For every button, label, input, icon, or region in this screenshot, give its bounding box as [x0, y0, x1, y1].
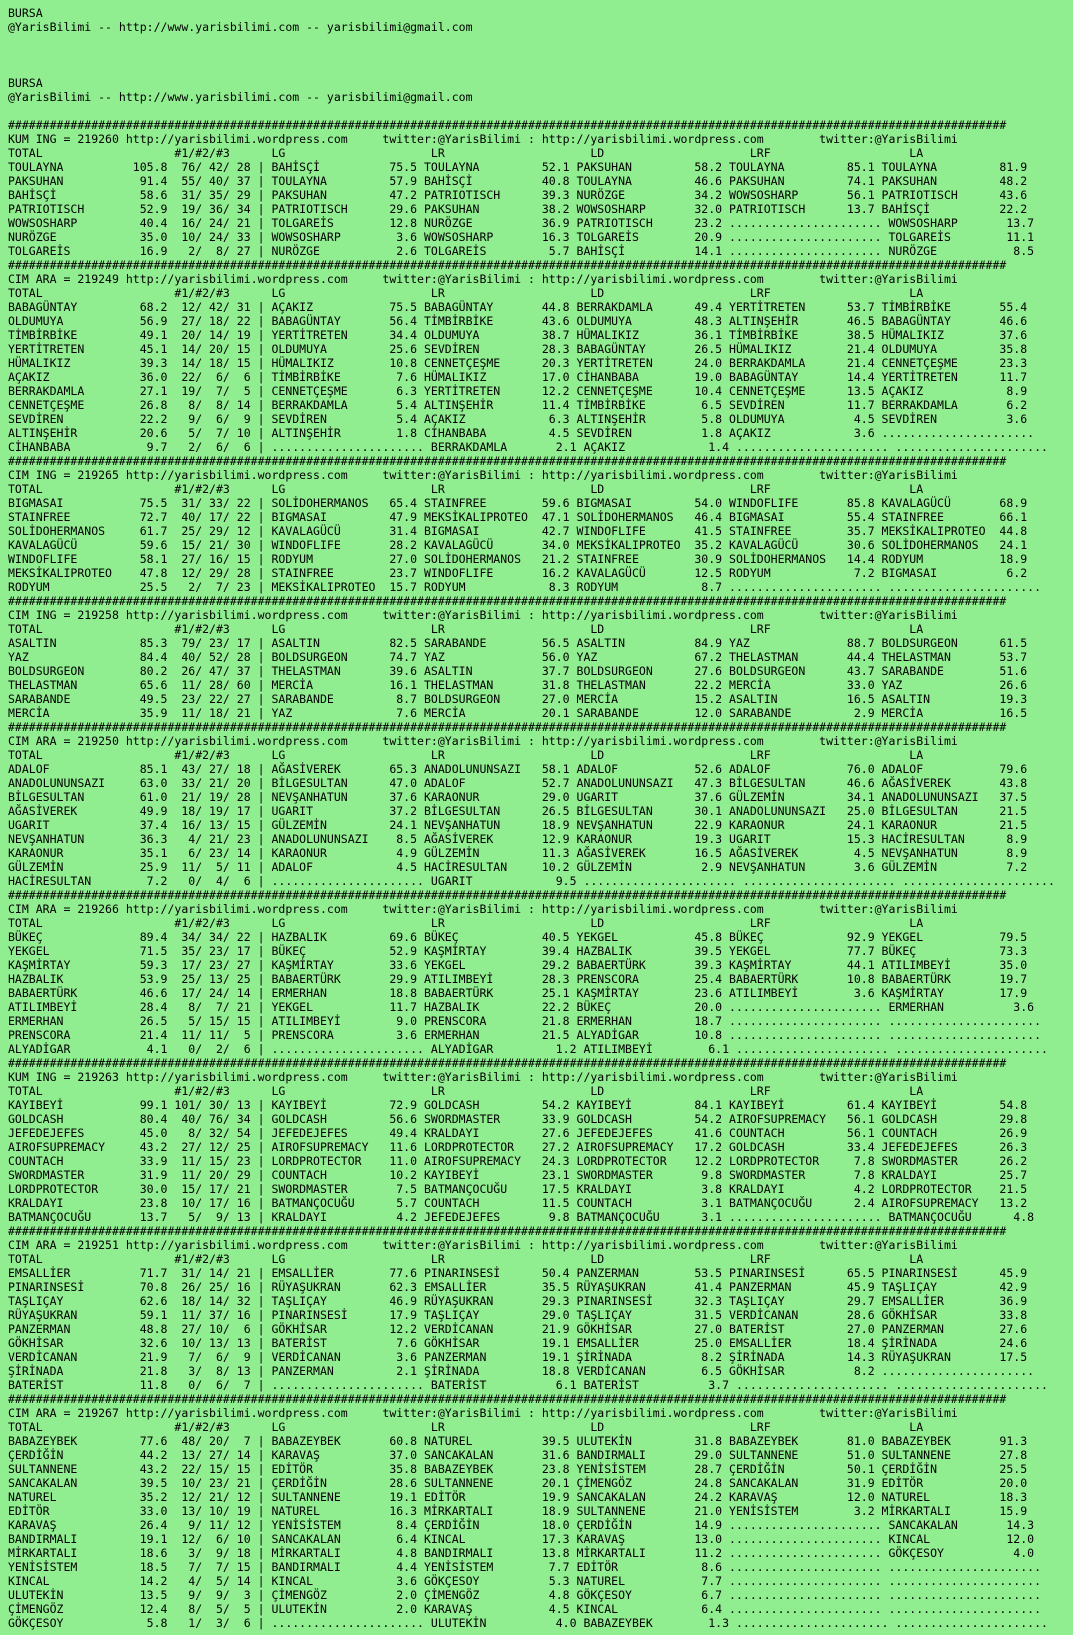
race-header: CIM ARA = 219266 http://yarisbilimi.wordpress.com twitter:@YarisBilimi : http://yarisbilimi.wordpress.com twitter:@YarisBilimi	[8, 902, 958, 916]
horse-row: PAKSUHAN 91.4 55/ 40/ 37 | TOULAYNA 57.9 BAHİSÇİ 40.8 TOULAYNA 46.6 PAKSUHAN 74.1 PAKSUHAN 48.2	[8, 174, 1028, 188]
horse-row: HACİRESULTAN 7.2 0/ 4/ 6 | ...................... UGARIT 9.5 ...................... ...................... ......................	[8, 874, 1055, 888]
horse-row: NURÖZGE 35.0 10/ 24/ 33 | WOWSOSHARP 3.6 WOWSOSHARP 16.3 TOLGAREİS 20.9 ...................... TOLGAREİS 11.1	[8, 230, 1035, 244]
horse-row: YENİSİSTEM 18.5 7/ 7/ 15 | BANDIRMALI 4.4 YENİSİSTEM 7.7 EDİTÖR 8.6 ...................... ......................	[8, 1560, 1042, 1574]
horse-row: BABAZEYBEK 77.6 48/ 20/ 7 | BABAZEYBEK 60.8 NATUREL 39.5 ULUTEKİN 31.8 BABAZEYBEK 81.0 BABAZEYBEK 91.3	[8, 1434, 1028, 1448]
column-header-row: TOTAL #1/#2/#3 LG LR LD LRF LA	[8, 748, 924, 762]
horse-row: ASALTIN 85.3 79/ 23/ 17 | ASALTIN 82.5 SARABANDE 56.5 ASALTIN 84.9 YAZ 88.7 BOLDSURGEON 61.5	[8, 636, 1028, 650]
horse-row: AÇAKIZ 36.0 22/ 6/ 6 | TİMBİRBİKE 7.6 HÜMALIKIZ 17.0 CİHANBABA 19.0 BABAGÜNTAY 14.4 YERTİTRETEN 11.7	[8, 370, 1028, 384]
horse-row: RODYUM 25.5 2/ 7/ 23 | MEKSİKALIPROTEO 15.7 RODYUM 8.3 RODYUM 8.7 ...................... ......................	[8, 580, 1042, 594]
section-divider: ################################################################################################################################################	[8, 1392, 1007, 1406]
horse-row: BANDIRMALI 19.1 12/ 6/ 10 | SANCAKALAN 6.4 KINCAL 17.3 KARAVAŞ 13.0 ...................... KINCAL 12.0	[8, 1532, 1035, 1546]
horse-row: ADALOF 85.1 43/ 27/ 18 | AĞASİVEREK 65.3 ANADOLUNUNSAZI 58.1 ADALOF 52.6 ADALOF 76.0 ADALOF 79.6	[8, 762, 1028, 776]
horse-row: MEKSİKALIPROTEO 47.8 12/ 29/ 28 | STAINFREE 23.7 WINDOFLIFE 16.2 KAVALAGÜCÜ 12.5 RODYUM 7.2 BIGMASAI 6.2	[8, 566, 1028, 580]
horse-row: SEVDİREN 22.2 9/ 6/ 9 | SEVDİREN 5.4 AÇAKIZ 6.3 ALTINŞEHİR 5.8 OLDUMUYA 4.5 SEVDİREN 3.6	[8, 412, 1028, 426]
section-divider: ################################################################################################################################################	[8, 594, 1007, 608]
horse-row: NATUREL 35.2 12/ 21/ 12 | SULTANNENE 19.1 EDİTÖR 19.9 SANCAKALAN 24.2 KARAVAŞ 12.0 NATUREL 18.3	[8, 1490, 1028, 1504]
column-header-row: TOTAL #1/#2/#3 LG LR LD LRF LA	[8, 916, 924, 930]
horse-row: BABAERTÜRK 46.6 17/ 24/ 14 | ERMERHAN 18.8 BABAERTÜRK 25.1 KAŞMİRTAY 23.6 ATILIMBEYİ 3.6 KAŞMİRTAY 17.9	[8, 986, 1028, 1000]
horse-row: ÇİMENGÖZ 12.4 8/ 5/ 5 | ULUTEKİN 2.0 KARAVAŞ 4.5 KINCAL 6.4 ...................... ......................	[8, 1602, 1042, 1616]
section-divider: ################################################################################################################################################	[8, 118, 1007, 132]
horse-row: BİLGESULTAN 61.0 21/ 19/ 28 | NEVŞANHATUN 37.6 KARAONUR 29.0 UGARIT 37.6 GÜLZEMİN 34.1 ANADOLUNUNSAZI 37.5	[8, 790, 1028, 804]
horse-row: MİRKARTALI 18.6 3/ 9/ 18 | MİRKARTALI 4.8 BANDIRMALI 13.8 MİRKARTALI 11.2 ...................... GÖKÇESOY 4.0	[8, 1546, 1035, 1560]
horse-row: ANADOLUNUNSAZI 63.0 33/ 21/ 20 | BİLGESULTAN 47.0 ADALOF 52.7 ANADOLUNUNSAZI 47.3 BİLGESULTAN 46.6 AĞASİVEREK 43.8	[8, 776, 1028, 790]
horse-row: ERMERHAN 26.5 5/ 15/ 15 | ATILIMBEYİ 9.0 PRENSCORA 21.8 ERMERHAN 18.7 ...................... ......................	[8, 1014, 1042, 1028]
section-divider: ################################################################################################################################################	[8, 1056, 1007, 1070]
horse-row: ALTINŞEHİR 20.6 5/ 7/ 10 | ALTINŞEHİR 1.8 CİHANBABA 4.5 SEVDİREN 1.8 AÇAKIZ 3.6 ......................	[8, 426, 1035, 440]
horse-row: BATMANÇOCUĞU 13.7 5/ 9/ 13 | KRALDAYI 4.2 JEFEDEJEFES 9.8 BATMANÇOCUĞU 3.1 ...................... BATMANÇOCUĞU 4.8	[8, 1210, 1035, 1224]
section-divider: ################################################################################################################################################	[8, 454, 1007, 468]
horse-row: KAVALAGÜCÜ 59.6 15/ 21/ 30 | WINDOFLIFE 28.2 KAVALAGÜCÜ 34.0 MEKSİKALIPROTEO 35.2 KAVALAGÜCÜ 30.6 SOLİDOHERMANOS 24.1	[8, 538, 1028, 552]
horse-row: AĞASİVEREK 49.9 18/ 19/ 17 | UGARIT 37.2 BİLGESULTAN 26.5 BİLGESULTAN 30.1 ANADOLUNUNSAZI 25.0 BİLGESULTAN 21.5	[8, 804, 1028, 818]
horse-row: RÜYAŞUKRAN 59.1 11/ 37/ 16 | PINARINSESİ 17.9 TAŞLIÇAY 29.0 TAŞLIÇAY 31.5 VERDİCANAN 28.6 GÖKHİSAR 33.8	[8, 1308, 1028, 1322]
blank-line	[8, 48, 1073, 62]
horse-row: MERCİA 35.9 11/ 18/ 21 | YAZ 7.6 MERCİA 20.1 SARABANDE 12.0 SARABANDE 2.9 MERCİA 16.5	[8, 706, 1028, 720]
contact-line: @YarisBilimi -- http://www.yarisbilimi.com -- yarisbilimi@gmail.com	[8, 20, 473, 34]
horse-row: HAZBALIK 53.9 25/ 13/ 25 | BABAERTÜRK 29.9 ATILIMBEYİ 28.3 PRENSCORA 25.4 BABAERTÜRK 10.8 BABAERTÜRK 19.7	[8, 972, 1028, 986]
horse-row: GÖKHİSAR 32.6 10/ 13/ 13 | BATERİST 7.6 GÖKHİSAR 19.1 EMSALLİER 25.0 EMSALLİER 18.4 ŞİRİNADA 24.6	[8, 1336, 1028, 1350]
horse-row: CİHANBABA 9.7 2/ 6/ 6 | ...................... BERRAKDAMLA 2.1 AÇAKIZ 1.4 ...................... ......................	[8, 440, 1048, 454]
city-title: BURSA	[8, 76, 43, 90]
horse-row: ATILIMBEYİ 28.4 8/ 7/ 21 | YEKGEL 11.7 HAZBALIK 22.2 BÜKEÇ 20.0 ...................... ERMERHAN 3.6	[8, 1000, 1035, 1014]
horse-row: CENNETÇEŞME 26.8 8/ 8/ 14 | BERRAKDAMLA 5.4 ALTINŞEHİR 11.4 TİMBİRBİKE 6.5 SEVDİREN 11.7 BERRAKDAMLA 6.2	[8, 398, 1028, 412]
column-header-row: TOTAL #1/#2/#3 LG LR LD LRF LA	[8, 1420, 924, 1434]
horse-row: KARAVAŞ 26.4 9/ 11/ 12 | YENİSİSTEM 8.4 ÇERDİĞİN 18.0 ÇERDİĞİN 14.9 ...................... SANCAKALAN 14.3	[8, 1518, 1035, 1532]
horse-row: STAINFREE 72.7 40/ 17/ 22 | BIGMASAI 47.9 MEKSİKALIPROTEO 47.1 SOLİDOHERMANOS 46.4 BIGMASAI 55.4 STAINFREE 66.1	[8, 510, 1028, 524]
horse-row: GOLDCASH 80.4 40/ 76/ 34 | GOLDCASH 56.6 SWORDMASTER 33.9 GOLDCASH 54.2 AIROFSUPREMACY 56.1 GOLDCASH 29.8	[8, 1112, 1028, 1126]
horse-row: JEFEDEJEFES 45.0 8/ 32/ 54 | JEFEDEJEFES 49.4 KRALDAYI 27.6 JEFEDEJEFES 41.6 COUNTACH 56.1 COUNTACH 26.9	[8, 1126, 1028, 1140]
horse-row: YAZ 84.4 40/ 52/ 28 | BOLDSURGEON 74.7 YAZ 56.0 YAZ 67.2 THELASTMAN 44.4 THELASTMAN 53.7	[8, 650, 1028, 664]
horse-row: TOULAYNA 105.8 76/ 42/ 28 | BAHİSÇİ 75.5 TOULAYNA 52.1 PAKSUHAN 58.2 TOULAYNA 85.1 TOULAYNA 81.9	[8, 160, 1028, 174]
city-title: BURSA	[8, 6, 43, 20]
horse-row: LORDPROTECTOR 30.0 15/ 17/ 21 | SWORDMASTER 7.5 BATMANÇOCUĞU 17.5 KRALDAYI 3.8 KRALDAYI 4.2 LORDPROTECTOR 21.5	[8, 1182, 1028, 1196]
horse-row: WOWSOSHARP 40.4 16/ 24/ 21 | TOLGAREİS 12.8 NURÖZGE 36.9 PATRIOTISCH 23.2 ...................... WOWSOSHARP 13.7	[8, 216, 1035, 230]
horse-row: WINDOFLIFE 58.1 27/ 16/ 15 | RODYUM 27.0 SOLİDOHERMANOS 21.2 STAINFREE 30.9 SOLİDOHERMANOS 14.4 RODYUM 18.9	[8, 552, 1028, 566]
race-header: CIM ARA = 219251 http://yarisbilimi.wordpress.com twitter:@YarisBilimi : http://yarisbilimi.wordpress.com twitter:@YarisBilimi	[8, 1238, 958, 1252]
column-header-row: TOTAL #1/#2/#3 LG LR LD LRF LA	[8, 1252, 924, 1266]
horse-row: OLDUMUYA 56.9 27/ 18/ 22 | BABAGÜNTAY 56.4 TİMBİRBİKE 43.6 OLDUMUYA 48.3 ALTINŞEHİR 46.5 BABAGÜNTAY 46.6	[8, 314, 1028, 328]
horse-row: KAYIBEYİ 99.1 101/ 30/ 13 | KAYIBEYİ 72.9 GOLDCASH 54.2 KAYIBEYİ 84.1 KAYIBEYİ 61.4 KAYIBEYİ 54.8	[8, 1098, 1028, 1112]
horse-row: KINCAL 14.2 4/ 5/ 14 | KINCAL 3.6 GÖKÇESOY 5.3 NATUREL 7.7 ...................... ......................	[8, 1574, 1042, 1588]
race-header: KUM ING = 219260 http://yarisbilimi.wordpress.com twitter:@YarisBilimi : http://yarisbilimi.wordpress.com twitter:@YarisBilimi	[8, 132, 958, 146]
horse-row: VERDİCANAN 21.9 7/ 6/ 9 | VERDİCANAN 3.6 PANZERMAN 19.1 ŞİRİNADA 8.2 ŞİRİNADA 14.3 RÜYAŞUKRAN 17.5	[8, 1350, 1028, 1364]
horse-row: BATERİST 11.8 0/ 6/ 7 | ...................... BATERİST 6.1 BATERİST 3.7 ...................... ......................	[8, 1378, 1048, 1392]
race-header: CIM ING = 219265 http://yarisbilimi.wordpress.com twitter:@YarisBilimi : http://yarisbilimi.wordpress.com twitter:@YarisBilimi	[8, 468, 958, 482]
horse-row: BAHİSÇİ 58.6 31/ 35/ 29 | PAKSUHAN 47.2 PATRIOTISCH 39.3 NURÖZGE 34.2 WOWSOSHARP 56.1 PATRIOTISCH 43.6	[8, 188, 1028, 202]
column-header-row: TOTAL #1/#2/#3 LG LR LD LRF LA	[8, 622, 924, 636]
horse-row: KARAONUR 35.1 6/ 23/ 14 | KARAONUR 4.9 GÜLZEMİN 11.3 AĞASİVEREK 16.5 AĞASİVEREK 4.5 NEVŞANHATUN 8.9	[8, 846, 1028, 860]
horse-row: BABAGÜNTAY 68.2 12/ 42/ 31 | AÇAKIZ 75.5 BABAGÜNTAY 44.8 BERRAKDAMLA 49.4 YERTİTRETEN 53.7 TİMBİRBİKE 55.4	[8, 300, 1028, 314]
horse-row: SARABANDE 49.5 23/ 22/ 27 | SARABANDE 8.7 BOLDSURGEON 27.0 MERCİA 15.2 ASALTIN 16.5 ASALTIN 19.3	[8, 692, 1028, 706]
horse-row: THELASTMAN 65.6 11/ 28/ 60 | MERCİA 16.1 THELASTMAN 31.8 THELASTMAN 22.2 MERCİA 33.0 YAZ 26.6	[8, 678, 1028, 692]
horse-row: UGARIT 37.4 16/ 13/ 15 | GÜLZEMİN 24.1 NEVŞANHATUN 18.9 NEVŞANHATUN 22.9 KARAONUR 24.1 KARAONUR 21.5	[8, 818, 1028, 832]
section-divider: ################################################################################################################################################	[8, 888, 1007, 902]
horse-row: TOLGAREİS 16.9 2/ 8/ 27 | NURÖZGE 2.6 TOLGAREİS 5.7 BAHİSÇİ 14.1 ...................... NURÖZGE 8.5	[8, 244, 1035, 258]
race-header: KUM ING = 219263 http://yarisbilimi.wordpress.com twitter:@YarisBilimi : http://yarisbilimi.wordpress.com twitter:@YarisBilimi	[8, 1070, 958, 1084]
blank-line	[8, 34, 1073, 48]
horse-row: TAŞLIÇAY 62.6 18/ 14/ 32 | TAŞLIÇAY 46.9 RÜYAŞUKRAN 29.3 PINARINSESİ 32.3 TAŞLIÇAY 29.7 EMSALLİER 36.9	[8, 1294, 1028, 1308]
horse-row: SOLİDOHERMANOS 61.7 25/ 29/ 12 | KAVALAGÜCÜ 31.4 BIGMASAI 42.7 WINDOFLIFE 41.5 STAINFREE 35.7 MEKSİKALIPROTEO 44.8	[8, 524, 1028, 538]
section-divider: ################################################################################################################################################	[8, 1224, 1007, 1238]
horse-row: ÇERDİĞİN 44.2 13/ 27/ 14 | KARAVAŞ 37.0 SANCAKALAN 31.6 BANDIRMALI 29.0 SULTANNENE 51.0 SULTANNENE 27.8	[8, 1448, 1028, 1462]
horse-row: AIROFSUPREMACY 43.2 27/ 12/ 25 | AIROFSUPREMACY 11.6 LORDPROTECTOR 27.2 AIROFSUPREMACY 17.2 GOLDCASH 33.4 JEFEDEJEFES 26.3	[8, 1140, 1028, 1154]
horse-row: TİMBİRBİKE 49.1 20/ 14/ 19 | YERTİTRETEN 34.4 OLDUMUYA 38.7 HÜMALIKIZ 36.1 TİMBİRBİKE 38.5 HÜMALIKIZ 37.6	[8, 328, 1028, 342]
horse-row: GÖKÇESOY 5.8 1/ 3/ 6 | ...................... ULUTEKİN 4.0 BABAZEYBEK 1.3 ...................... ......................	[8, 1616, 1048, 1630]
column-header-row: TOTAL #1/#2/#3 LG LR LD LRF LA	[8, 482, 924, 496]
horse-row: COUNTACH 33.9 11/ 15/ 23 | LORDPROTECTOR 11.0 AIROFSUPREMACY 24.3 LORDPROTECTOR 12.2 LORDPROTECTOR 7.8 SWORDMASTER 26.2	[8, 1154, 1028, 1168]
horse-row: SANCAKALAN 39.5 10/ 23/ 21 | ÇERDİĞİN 28.6 SULTANNENE 20.1 ÇİMENGÖZ 24.8 SANCAKALAN 31.9 EDİTÖR 20.0	[8, 1476, 1028, 1490]
horse-row: SWORDMASTER 31.9 11/ 20/ 29 | COUNTACH 10.2 KAYIBEYİ 23.1 SWORDMASTER 9.8 SWORDMASTER 7.8 KRALDAYI 25.7	[8, 1168, 1028, 1182]
column-header-row: TOTAL #1/#2/#3 LG LR LD LRF LA	[8, 146, 924, 160]
contact-line: @YarisBilimi -- http://www.yarisbilimi.com -- yarisbilimi@gmail.com	[8, 90, 473, 104]
horse-row: KRALDAYI 23.8 10/ 17/ 16 | BATMANÇOCUĞU 5.7 COUNTACH 11.5 COUNTACH 3.1 BATMANÇOCUĞU 2.4 AIROFSUPREMACY 13.2	[8, 1196, 1028, 1210]
horse-row: BÜKEÇ 89.4 34/ 34/ 22 | HAZBALIK 69.6 BÜKEÇ 40.5 YEKGEL 45.8 BÜKEÇ 92.9 YEKGEL 79.5	[8, 930, 1028, 944]
column-header-row: TOTAL #1/#2/#3 LG LR LD LRF LA	[8, 1084, 924, 1098]
blank-line	[8, 62, 1073, 76]
horse-row: EDİTÖR 33.0 13/ 10/ 19 | NATUREL 16.3 MİRKARTALI 18.9 SULTANNENE 21.0 YENİSİSTEM 3.2 MİRKARTALI 15.9	[8, 1504, 1028, 1518]
horse-row: ALYADİGAR 4.1 0/ 2/ 6 | ...................... ALYADİGAR 1.2 ATILIMBEYİ 6.1 ...................... ......................	[8, 1042, 1048, 1056]
horse-row: GÜLZEMİN 25.9 11/ 5/ 11 | ADALOF 4.5 HACİRESULTAN 10.2 GÜLZEMİN 2.9 NEVŞANHATUN 3.6 GÜLZEMİN 7.2	[8, 860, 1028, 874]
horse-row: PRENSCORA 21.4 11/ 11/ 5 | PRENSCORA 3.6 ERMERHAN 21.5 ALYADİGAR 10.8 ...................... ......................	[8, 1028, 1042, 1042]
horse-row: YEKGEL 71.5 35/ 23/ 17 | BÜKEÇ 52.9 KAŞMİRTAY 39.4 HAZBALIK 39.5 YEKGEL 77.7 BÜKEÇ 73.3	[8, 944, 1028, 958]
blank-line	[8, 104, 1073, 118]
horse-row: NEVŞANHATUN 36.3 4/ 21/ 23 | ANADOLUNUNSAZI 8.5 AĞASİVEREK 12.9 KARAONUR 19.3 UGARIT 15.3 HACİRESULTAN 8.9	[8, 832, 1028, 846]
section-divider: ################################################################################################################################################	[8, 720, 1007, 734]
horse-row: PANZERMAN 48.8 27/ 10/ 6 | GÖKHİSAR 12.2 VERDİCANAN 21.9 GÖKHİSAR 27.0 BATERİST 27.0 PANZERMAN 27.6	[8, 1322, 1028, 1336]
horse-row: BIGMASAI 75.5 31/ 33/ 22 | SOLİDOHERMANOS 65.4 STAINFREE 59.6 BIGMASAI 54.0 WINDOFLIFE 85.8 KAVALAGÜCÜ 68.9	[8, 496, 1028, 510]
horse-row: YERTİTRETEN 45.1 14/ 20/ 15 | OLDUMUYA 25.6 SEVDİREN 28.3 BABAGÜNTAY 26.5 HÜMALIKIZ 21.4 OLDUMUYA 35.8	[8, 342, 1028, 356]
horse-row: EMSALLİER 71.7 31/ 14/ 21 | EMSALLİER 77.6 PINARINSESİ 50.4 PANZERMAN 53.5 PINARINSESİ 65.5 PINARINSESİ 45.9	[8, 1266, 1028, 1280]
horse-row: BOLDSURGEON 80.2 26/ 47/ 37 | THELASTMAN 39.6 ASALTIN 37.7 BOLDSURGEON 27.6 BOLDSURGEON 43.7 SARABANDE 51.6	[8, 664, 1028, 678]
horse-row: HÜMALIKIZ 39.3 14/ 18/ 15 | HÜMALIKIZ 10.8 CENNETÇEŞME 20.3 YERTİTRETEN 24.0 BERRAKDAMLA 21.4 CENNETÇEŞME 23.3	[8, 356, 1028, 370]
horse-row: ŞİRİNADA 21.8 3/ 8/ 13 | PANZERMAN 2.1 ŞİRİNADA 18.8 VERDİCANAN 6.5 GÖKHİSAR 8.2 ......................	[8, 1364, 1035, 1378]
horse-row: SULTANNENE 43.2 22/ 15/ 15 | EDİTÖR 35.8 BABAZEYBEK 23.8 YENİSİSTEM 28.7 ÇERDİĞİN 50.1 ÇERDİĞİN 25.5	[8, 1462, 1028, 1476]
race-header: CIM ING = 219258 http://yarisbilimi.wordpress.com twitter:@YarisBilimi : http://yarisbilimi.wordpress.com twitter:@YarisBilimi	[8, 608, 958, 622]
section-divider: ################################################################################################################################################	[8, 258, 1007, 272]
horse-row: ULUTEKİN 13.5 9/ 9/ 3 | ÇİMENGÖZ 2.0 ÇİMENGÖZ 4.8 GÖKÇESOY 6.7 ...................... ......................	[8, 1588, 1042, 1602]
race-header: CIM ARA = 219249 http://yarisbilimi.wordpress.com twitter:@YarisBilimi : http://yarisbilimi.wordpress.com twitter:@YarisBilimi	[8, 272, 958, 286]
horse-row: KAŞMİRTAY 59.3 17/ 23/ 27 | KAŞMİRTAY 33.6 YEKGEL 29.2 BABAERTÜRK 39.3 KAŞMİRTAY 44.1 ATILIMBEYİ 35.0	[8, 958, 1028, 972]
horse-row: PINARINSESİ 70.8 26/ 25/ 16 | RÜYAŞUKRAN 62.3 EMSALLİER 35.5 RÜYAŞUKRAN 41.4 PANZERMAN 45.9 TAŞLIÇAY 42.9	[8, 1280, 1028, 1294]
horse-row: PATRIOTISCH 52.9 19/ 36/ 34 | PATRIOTISCH 29.6 PAKSUHAN 38.2 WOWSOSHARP 32.0 PATRIOTISCH 13.7 BAHİSÇİ 22.2	[8, 202, 1028, 216]
race-header: CIM ARA = 219250 http://yarisbilimi.wordpress.com twitter:@YarisBilimi : http://yarisbilimi.wordpress.com twitter:@YarisBilimi	[8, 734, 958, 748]
column-header-row: TOTAL #1/#2/#3 LG LR LD LRF LA	[8, 286, 924, 300]
horse-row: BERRAKDAMLA 27.1 19/ 7/ 5 | CENNETÇEŞME 6.3 YERTİTRETEN 12.2 CENNETÇEŞME 10.4 CENNETÇEŞME 13.5 AÇAKIZ 8.9	[8, 384, 1028, 398]
race-header: CIM ARA = 219267 http://yarisbilimi.wordpress.com twitter:@YarisBilimi : http://yarisbilimi.wordpress.com twitter:@YarisBilimi	[8, 1406, 958, 1420]
